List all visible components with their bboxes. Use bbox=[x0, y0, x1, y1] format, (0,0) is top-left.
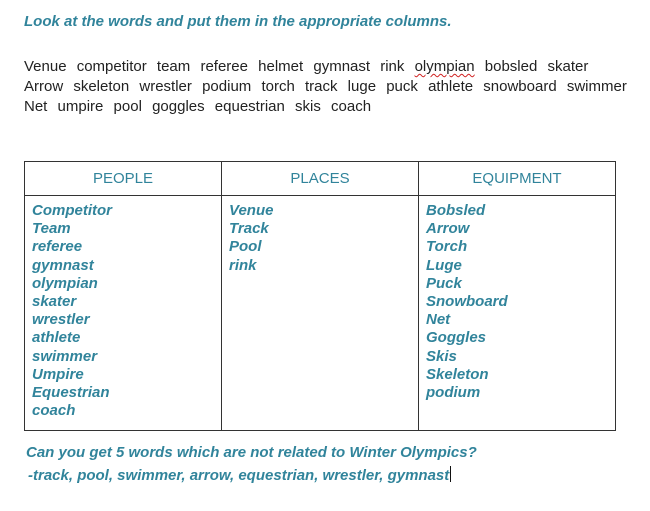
list-item: coach bbox=[32, 402, 76, 420]
word-bank-word: athlete bbox=[428, 78, 474, 95]
word-bank-word: equestrian bbox=[214, 98, 285, 115]
list-item: Pool bbox=[229, 238, 262, 256]
word-bank-word: snowboard bbox=[483, 78, 557, 95]
list-item: Umpire bbox=[32, 365, 84, 383]
equipment-column[interactable] bbox=[419, 196, 616, 431]
question-text: Can you get 5 words which are not related to Winter Olympics? bbox=[26, 444, 477, 461]
word-bank-word: bobsled bbox=[484, 58, 538, 75]
list-item: Puck bbox=[426, 274, 462, 292]
list-item: podium bbox=[426, 384, 481, 402]
word-bank-word: pool bbox=[113, 98, 142, 115]
text-cursor bbox=[450, 466, 451, 482]
list-item: referee bbox=[32, 238, 83, 256]
list-item: wrestler bbox=[32, 311, 90, 329]
word-bank-word: puck bbox=[386, 78, 418, 95]
word-bank-word: swimmer bbox=[566, 78, 627, 95]
list-item: skater bbox=[32, 293, 77, 311]
list-item: athlete bbox=[32, 329, 81, 347]
table-header-row bbox=[25, 162, 616, 196]
word-bank-word: umpire bbox=[57, 98, 104, 115]
word-bank-word: olympian bbox=[414, 58, 475, 75]
word-bank-word: Net bbox=[24, 98, 48, 115]
word-bank-word: competitor bbox=[76, 58, 147, 75]
word-bank-word: wrestler bbox=[139, 78, 192, 95]
word-bank-word: team bbox=[156, 58, 191, 75]
header-people: PEOPLE bbox=[25, 162, 222, 196]
word-bank-word: torch bbox=[261, 78, 295, 95]
word-bank-word: coach bbox=[331, 98, 372, 115]
word-bank-line-2 bbox=[24, 77, 627, 97]
header-equipment: EQUIPMENT bbox=[419, 162, 616, 196]
places-column[interactable] bbox=[222, 196, 419, 431]
word-bank bbox=[24, 57, 627, 117]
word-bank-word: skeleton bbox=[73, 78, 130, 95]
list-item: Equestrian bbox=[32, 384, 110, 402]
list-item: rink bbox=[229, 256, 257, 274]
list-item: Competitor bbox=[32, 202, 112, 219]
list-item: Venue bbox=[229, 202, 274, 219]
people-column[interactable] bbox=[25, 196, 222, 431]
word-bank-word: skater bbox=[547, 58, 589, 75]
word-bank-word: rink bbox=[380, 58, 405, 75]
word-bank-word: track bbox=[304, 78, 338, 95]
list-item: Arrow bbox=[426, 220, 470, 238]
list-item: swimmer bbox=[32, 347, 98, 365]
word-bank-word: Venue bbox=[24, 58, 67, 75]
list-item: Bobsled bbox=[426, 202, 486, 219]
word-bank-word: goggles bbox=[152, 98, 205, 115]
list-item: Goggles bbox=[426, 329, 487, 347]
word-bank-line-1 bbox=[24, 57, 624, 77]
list-item: gymnast bbox=[32, 256, 94, 274]
list-item: Skis bbox=[426, 347, 457, 365]
columns-table bbox=[24, 161, 616, 431]
word-bank-line-3 bbox=[24, 97, 624, 117]
word-bank-word: podium bbox=[202, 78, 252, 95]
list-item: Track bbox=[229, 220, 269, 238]
header-places: PLACES bbox=[222, 162, 419, 196]
instruction-heading: Look at the words and put them in the appropriate columns. bbox=[24, 13, 452, 30]
word-bank-word: Arrow bbox=[24, 78, 64, 95]
word-bank-word: referee bbox=[200, 58, 248, 75]
list-item: Net bbox=[426, 311, 451, 329]
answer-line[interactable] bbox=[28, 466, 451, 484]
list-item: Skeleton bbox=[426, 365, 489, 383]
list-item: Luge bbox=[426, 256, 462, 274]
table-row bbox=[25, 196, 616, 431]
list-item: Snowboard bbox=[426, 293, 508, 311]
word-bank-word: skis bbox=[295, 98, 321, 115]
answer-text: -track, pool, swimmer, arrow, equestrian, wrestler, gymnast bbox=[28, 467, 450, 484]
list-item: olympian bbox=[32, 274, 98, 292]
word-bank-word: luge bbox=[347, 78, 377, 95]
word-bank-word: gymnast bbox=[313, 58, 371, 75]
word-bank-word: helmet bbox=[258, 58, 304, 75]
list-item: Torch bbox=[426, 238, 468, 256]
list-item: Team bbox=[32, 220, 71, 238]
